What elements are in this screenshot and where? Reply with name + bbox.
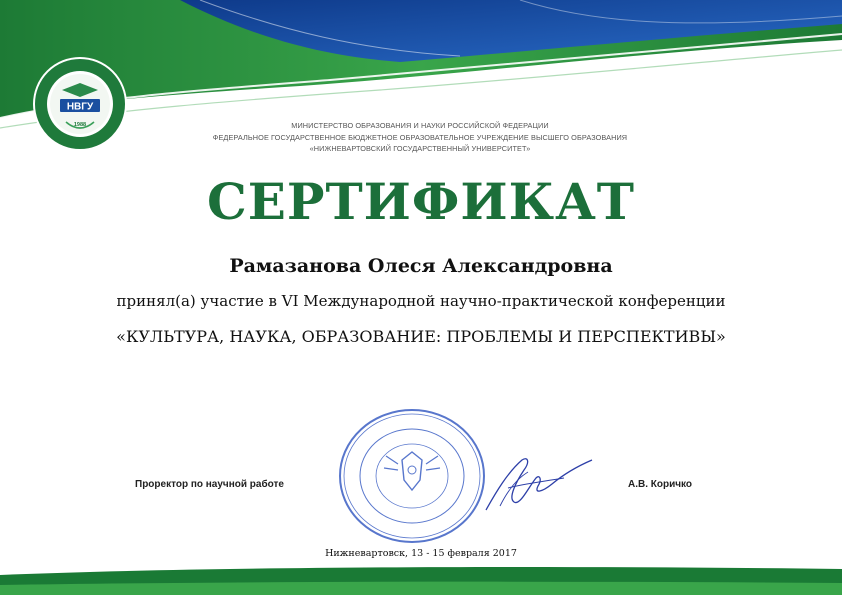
ministry-line-1: МИНИСТЕРСТВО ОБРАЗОВАНИЯ И НАУКИ РОССИЙСКОЙ ФЕДЕРАЦИИ: [291, 121, 549, 130]
ministry-line-2: ФЕДЕРАЛЬНОЕ ГОСУДАРСТВЕННОЕ БЮДЖЕТНОЕ ОБРАЗОВАТЕЛЬНОЕ УЧРЕЖДЕНИЕ ВЫСШЕГО ОБРАЗОВАНИЯ: [212, 133, 628, 142]
official-stamp: [336, 406, 488, 546]
conference-name: «КУЛЬТУРА, НАУКА, ОБРАЗОВАНИЕ: ПРОБЛЕМЫ И ПЕРСПЕКТИВЫ»: [116, 327, 726, 346]
university-logo: [32, 56, 128, 152]
certificate-title: СЕРТИФИКАТ: [206, 172, 636, 231]
logo-abbreviation: НВГУ: [66, 101, 94, 113]
signature: [478, 448, 598, 520]
participation-text: принял(а) участие в VI Международной научно-практической конференции: [116, 292, 726, 310]
logo-year: 1988: [73, 122, 87, 128]
coat-of-arms-icon: [402, 452, 422, 490]
signatory-name: А.В. Коричко: [628, 479, 693, 490]
footer-decoration: [0, 555, 842, 595]
place-and-date: Нижневартовск, 13 - 15 февраля 2017: [325, 548, 517, 559]
signatory-position: Проректор по научной работе: [135, 479, 284, 490]
recipient-name: Рамазанова Олеся Александровна: [229, 255, 613, 277]
ministry-line-3: «НИЖНЕВАРТОВСКИЙ ГОСУДАРСТВЕННЫЙ УНИВЕРСИТЕТ»: [309, 144, 531, 153]
